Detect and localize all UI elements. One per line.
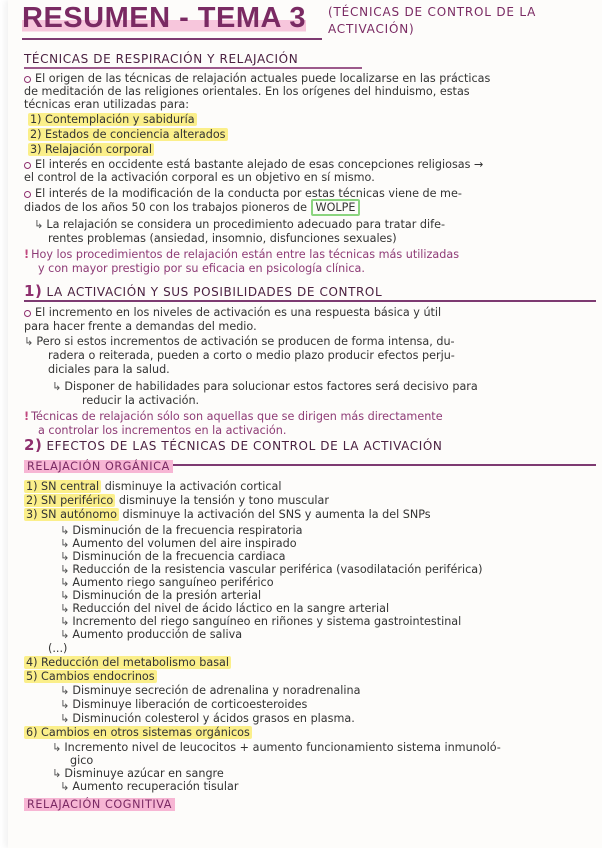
arrow-icon: ↳ xyxy=(60,684,70,697)
arrow-icon: ↳ xyxy=(60,712,70,725)
list-item: 6) Cambios en otros sistemas orgánicos xyxy=(26,726,250,739)
ellipsis: (...) xyxy=(48,642,68,655)
sub-item: ↳ Reducción del nivel de ácido láctico en la sangre arterial xyxy=(60,602,390,615)
arrow-icon: ↳ xyxy=(52,767,62,780)
sub-item: ↳ Disminuye liberación de corticoesteroides xyxy=(60,698,308,711)
section-heading-activation: 1) LA ACTIVACIÓN Y SUS POSIBILIDADES DE CONTROL xyxy=(24,282,383,300)
paragraph-line: El interés en occidente está bastante alejado de esas concepciones religiosas → xyxy=(24,158,594,171)
list-item: 5) Cambios endocrinos xyxy=(26,670,155,683)
arrow-icon: ↳ xyxy=(60,628,70,641)
paragraph-line: ! Técnicas de relajación sólo son aquellas que se dirigen más directamente xyxy=(24,410,443,423)
sub-item: gico xyxy=(70,754,94,767)
arrow-icon: ↳ xyxy=(60,780,70,793)
notes-page xyxy=(8,0,602,848)
paragraph-line: ↳ Disponer de habilidades para solucionar estos factores será decisivo para xyxy=(52,380,478,393)
bullet-icon xyxy=(24,191,31,198)
paragraph-line: técnicas eran utilizadas para: xyxy=(24,98,190,111)
sub-item: ↳ Reducción de la resistencia vascular periférica (vasodilatación periférica) xyxy=(60,563,483,576)
sub-item: ↳ Aumento recuperación tisular xyxy=(60,780,239,793)
paragraph-line: para hacer frente a demandas del medio. xyxy=(24,320,257,333)
paragraph-line: ↳ Pero si estos incrementos de activación se producen de forma intensa, du- xyxy=(24,335,455,348)
bullet-icon xyxy=(24,310,31,317)
list-item: 3) SN autónomo disminuye la activación del SNS y aumenta la del SNPs xyxy=(26,508,431,521)
paragraph-line: y con mayor prestigio por su eficacia en psicología clínica. xyxy=(38,262,365,275)
arrow-icon: ↳ xyxy=(34,218,44,231)
section-underline xyxy=(24,67,362,69)
sub-item: ↳ Disminución de la presión arterial xyxy=(60,589,262,602)
list-item: 1) SN central disminuye la activación cortical xyxy=(26,480,282,493)
paragraph-line: El incremento en los niveles de activación es una respuesta básica y útil xyxy=(24,306,594,319)
bullet-icon xyxy=(24,162,31,169)
arrow-icon: ↳ xyxy=(52,741,62,754)
list-item: 2) SN periférico disminuye la tensión y tono muscular xyxy=(26,494,329,507)
arrow-icon: ↳ xyxy=(60,698,70,711)
paragraph-line: El origen de las técnicas de relajación actuales puede localizarse en las prácticas xyxy=(24,72,594,85)
subsection-tag: RELAJACIÓN COGNITIVA xyxy=(24,798,594,811)
paragraph-line: ↳ La relajación se considera un procedimiento adecuado para tratar dife- xyxy=(34,218,445,231)
paragraph-line: rentes problemas (ansiedad, insomnio, disfunciones sexuales) xyxy=(48,232,397,245)
paragraph-line: diciales para la salud. xyxy=(48,363,170,376)
exclamation-icon: ! xyxy=(24,248,30,261)
arrow-icon: ↳ xyxy=(60,602,70,615)
exclamation-icon: ! xyxy=(24,410,30,423)
author-box: WOLPE xyxy=(311,199,361,216)
sub-item: ↳ Disminuye azúcar en sangre xyxy=(52,767,224,780)
arrow-icon: ↳ xyxy=(60,576,70,589)
sub-item: ↳ Disminución de la frecuencia respiratoria xyxy=(60,524,303,537)
paragraph-line: de meditación de las religiones orientales. En los orígenes del hinduismo, estas xyxy=(24,85,470,98)
sub-item: ↳ Aumento producción de saliva xyxy=(60,628,243,641)
list-item: 3) Relajación corporal xyxy=(30,143,152,156)
list-item: 1) Contemplación y sabiduría xyxy=(30,113,195,126)
page-subtitle: (TÉCNICAS DE CONTROL DE LA ACTIVACIÓN) xyxy=(328,5,537,36)
sub-item: ↳ Disminución colesterol y ácidos grasos en plasma. xyxy=(60,712,355,725)
sub-item: ↳ Incremento nivel de leucocitos + aumento funcionamiento sistema inmunoló- xyxy=(52,741,501,754)
paragraph-line: radera o reiterada, pueden a corto o medio plazo producir efectos perju- xyxy=(48,349,455,362)
arrow-icon: ↳ xyxy=(52,380,62,393)
subsection-tag: RELAJACIÓN ORGÁNICA xyxy=(24,460,594,473)
sub-item: ↳ Disminuye secreción de adrenalina y noradrenalina xyxy=(60,684,361,697)
title-block xyxy=(22,2,306,35)
section-underline xyxy=(24,300,596,302)
paragraph-line: El interés de la modificación de la conducta por estas técnicas viene de me- xyxy=(24,187,594,200)
section-heading-effects: 2) EFECTOS DE LAS TÉCNICAS DE CONTROL DE LA ACTIVACIÓN xyxy=(24,436,443,454)
section-heading-relaxation: TÉCNICAS DE RESPIRACIÓN Y RELAJACIÓN xyxy=(24,52,299,66)
arrow-icon: ↳ xyxy=(60,589,70,602)
page-title: RESUMEN - TEMA 3 xyxy=(22,2,307,34)
arrow-icon: ↳ xyxy=(60,524,70,537)
sub-item: ↳ Disminución de la frecuencia cardiaca xyxy=(60,550,286,563)
bullet-icon xyxy=(24,76,31,83)
paragraph-line: a controlar los incrementos en la activación. xyxy=(38,424,287,437)
sub-item: ↳ Aumento del volumen del aire inspirado xyxy=(60,537,297,550)
sub-item: ↳ Aumento riego sanguíneo periférico xyxy=(60,576,274,589)
list-item: 4) Reducción del metabolismo basal xyxy=(26,656,229,669)
list-item: 2) Estados de conciencia alterados xyxy=(30,128,226,141)
sub-item: ↳ Incremento del riego sanguíneo en riñones y sistema gastrointestinal xyxy=(60,615,462,628)
title-underline xyxy=(22,38,322,40)
arrow-icon: ↳ xyxy=(60,563,70,576)
paragraph-line: diados de los años 50 con los trabajos pioneros de WOLPE xyxy=(24,201,594,214)
arrow-icon: ↳ xyxy=(60,550,70,563)
arrow-icon: ↳ xyxy=(60,615,70,628)
paragraph-line: reducir la activación. xyxy=(82,394,200,407)
arrow-icon: ↳ xyxy=(60,537,70,550)
arrow-icon: ↳ xyxy=(24,335,34,348)
paragraph-line: el control de la activación corporal es un objetivo en sí mismo. xyxy=(24,171,375,184)
paragraph-line: ! Hoy los procedimientos de relajación están entre las técnicas más utilizadas xyxy=(24,248,460,261)
